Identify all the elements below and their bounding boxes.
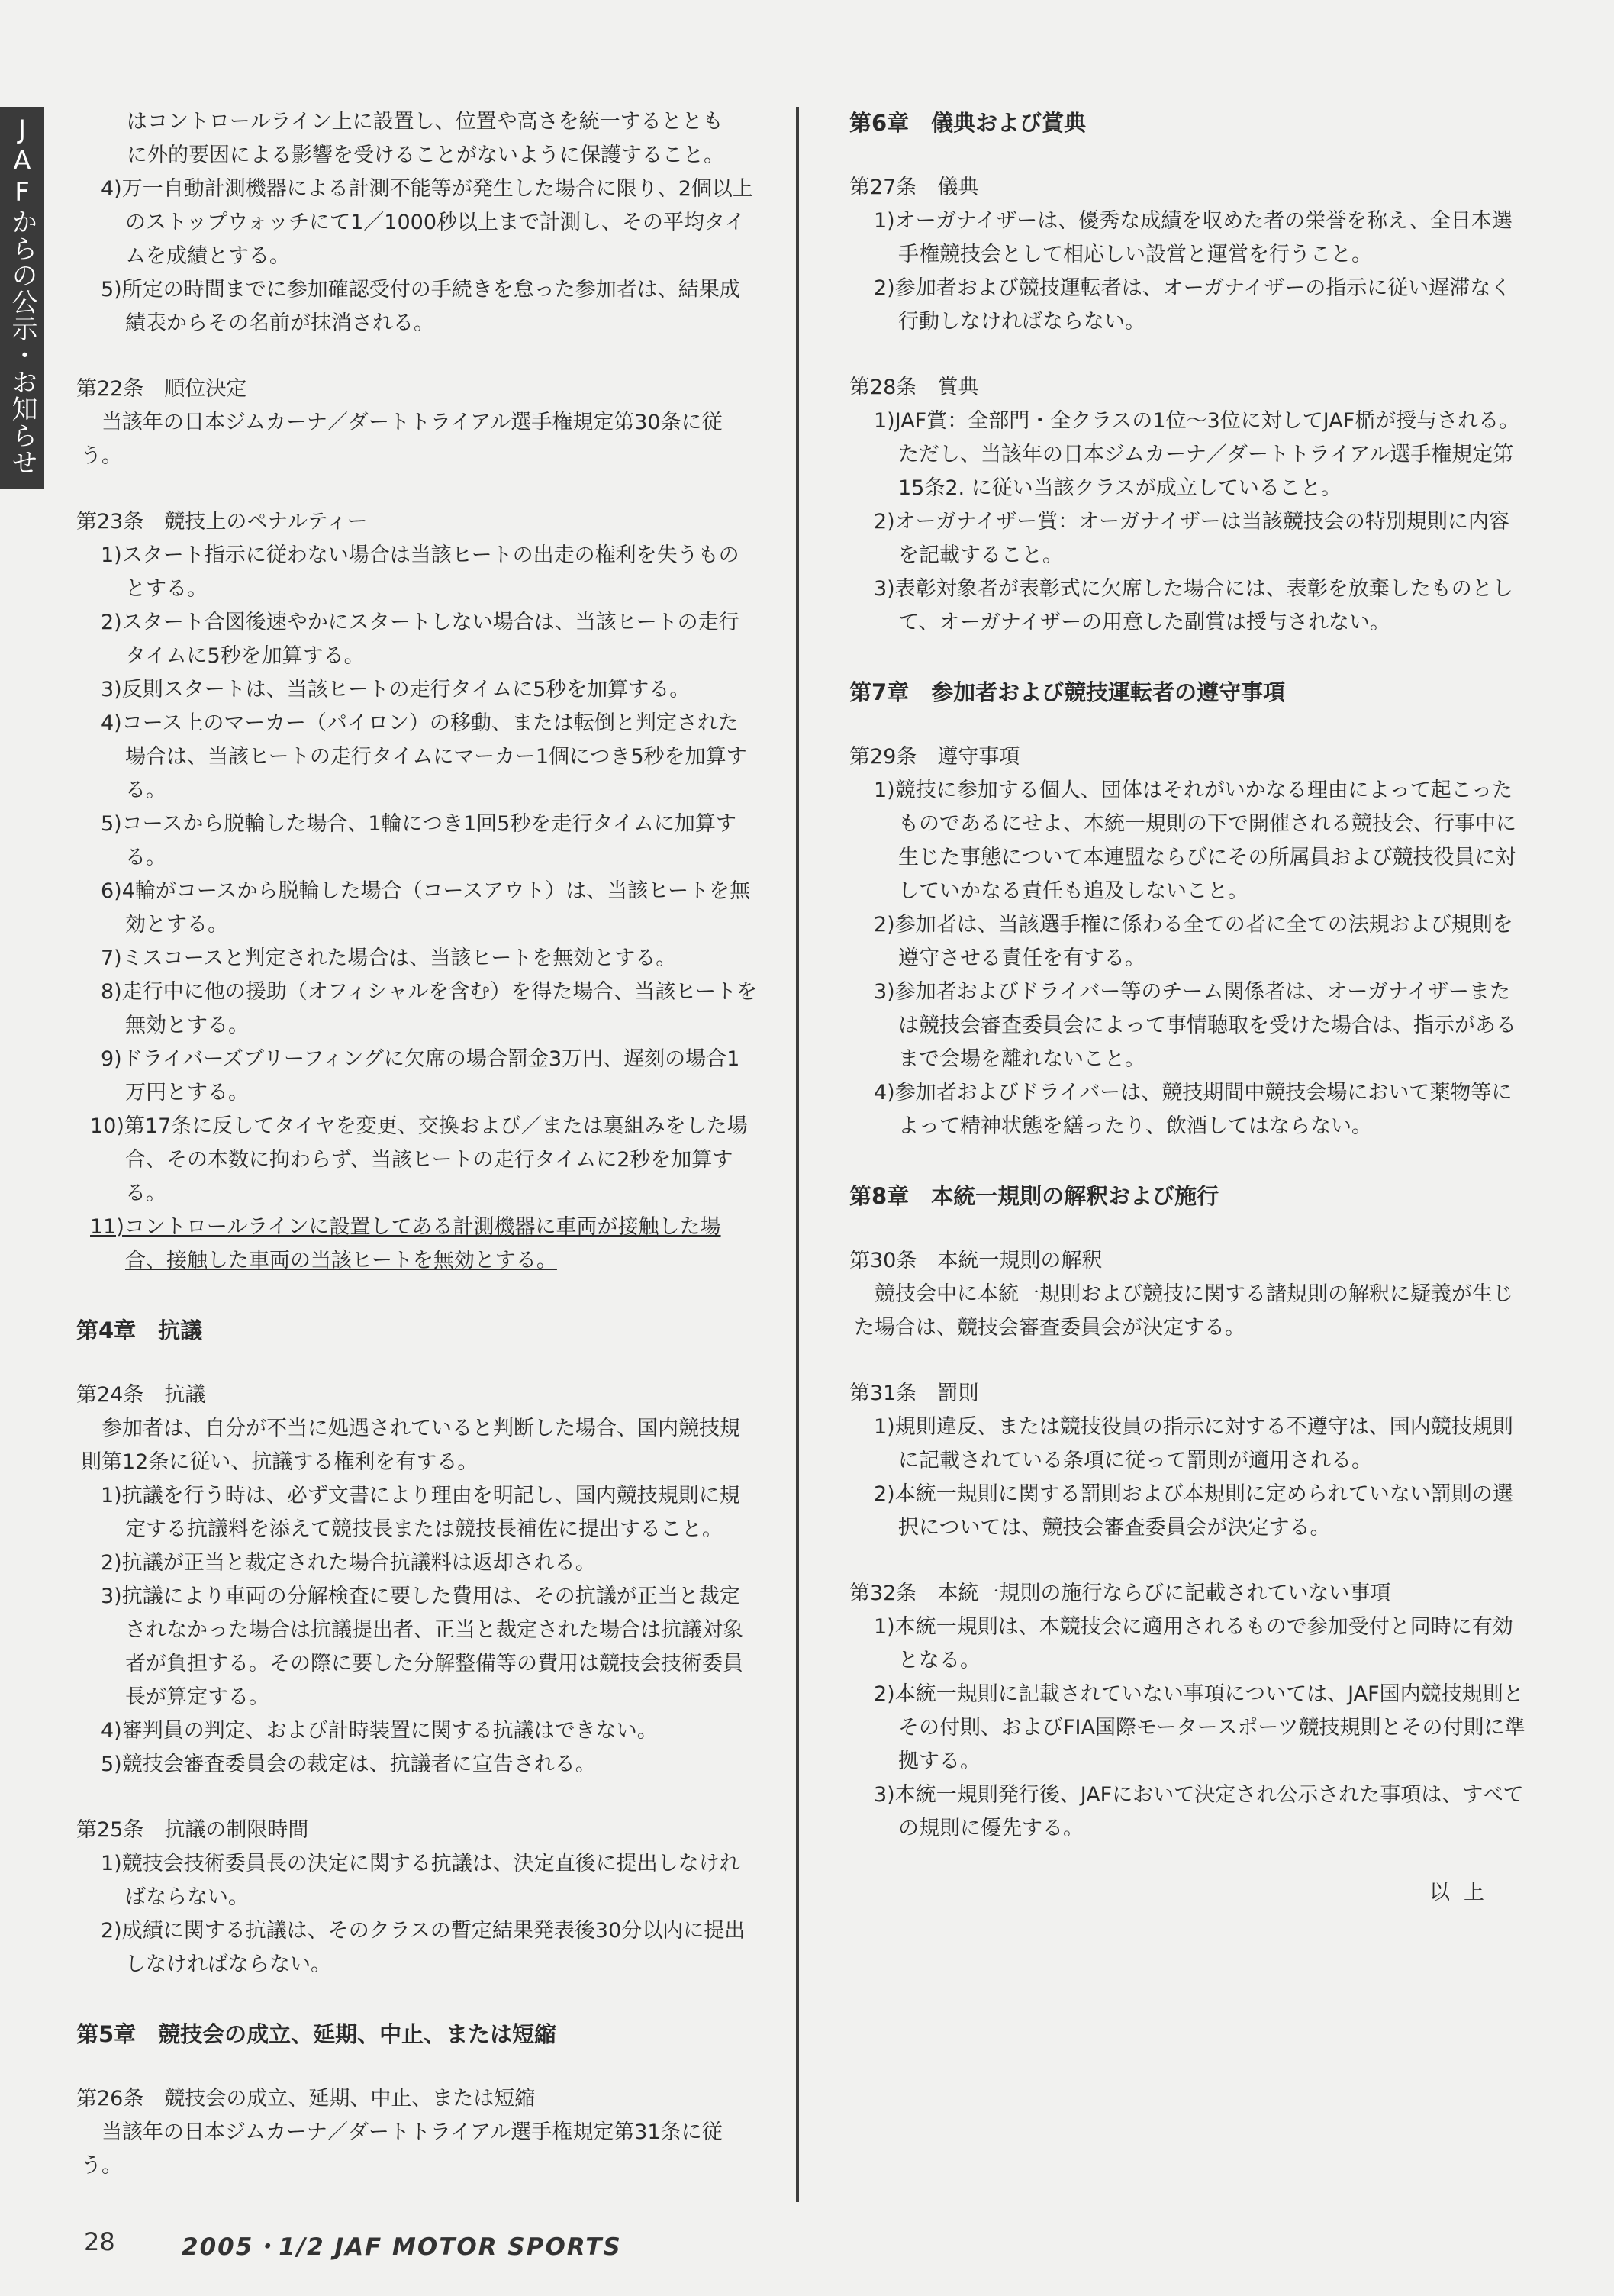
closing-mark: 以上 <box>1429 1881 1498 1904</box>
list-item: 1)オーガナイザーは、優秀な成績を収めた者の栄誉を称え、全日本選手権競技会として相応しい設営と運営を行うこと。 <box>874 209 1513 266</box>
list-item: 1)規則違反、または競技役員の指示に対する不遵守は、国内競技規則に記載されている条項に従って罰則が適用される。 <box>874 1415 1513 1472</box>
chapter-heading: 第6章 儀典および賞典 <box>849 110 1087 136</box>
list-item: 2)成績に関する抗議は、そのクラスの暫定結果発表後30分以内に提出しなければならない。 <box>101 1919 746 1976</box>
list-item: 2)参加者は、当該選手権に係わる全ての者に全ての法規および規則を遵守させる責任を有する。 <box>874 913 1513 970</box>
list-item: 1)JAF賞：全部門・全クラスの1位〜3位に対してJAF楯が授与される。ただし、当該年の日本ジムカーナ／ダートトライアル選手権規定第15条2. に従い当該クラスが成立していること。 <box>874 409 1520 500</box>
list-item: 2)オーガナイザー賞：オーガナイザーは当該競技会の特別規則に内容を記載すること。 <box>874 510 1509 567</box>
intro-line: に外的要因による影響を受けることがないように保護すること。 <box>127 144 724 167</box>
list-item: 3)抗議により車両の分解検査に要した費用は、その抗議が正当と裁定されなかった場合は抗議提出者、正当と裁定された場合は抗議対象者が負担する。その際に要した分解整備等の費用は競技会技術委員長が算定する。 <box>101 1585 743 1709</box>
list-item: 3)参加者およびドライバー等のチーム関係者は、オーガナイザーまたは競技会審査委員会によって事情聴取を受けた場合は、指示があるまで会場を離れないこと。 <box>874 980 1516 1071</box>
list-item: 3)本統一規則発行後、JAFにおいて決定され公示された事項は、すべての規則に優先する。 <box>874 1783 1524 1840</box>
list-item: 1)抗議を行う時は、必ず文書により理由を明記し、国内競技規則に規定する抗議料を添えて競技長または競技長補佐に提出すること。 <box>101 1484 740 1541</box>
list-item: 4)参加者およびドライバーは、競技期間中競技会場において薬物等によって精神状態を繕ったり、飲酒してはならない。 <box>874 1081 1513 1138</box>
article-body: 当該年の日本ジムカーナ／ダートトライアル選手権規定第31条に従う。 <box>81 2120 723 2178</box>
article-title: 第27条 儀典 <box>849 176 979 199</box>
intro-line: はコントロールライン上に設置し、位置や高さを統一するととも <box>127 110 723 134</box>
list-item: 8)走行中に他の援助（オフィシャルを含む）を得た場合、当該ヒートを無効とする。 <box>101 980 758 1037</box>
list-item: 10)第17条に反してタイヤを変更、交換および／または裏組みをした場合、その本数に拘わらず、当該ヒートの走行タイムに2秒を加算する。 <box>90 1114 748 1205</box>
publication-title: 2005・1/2 JAF MOTOR SPORTS <box>182 2233 622 2261</box>
list-item: 5)コースから脱輪した場合、1輪につき1回5秒を走行タイムに加算する。 <box>101 812 736 869</box>
right-column <box>849 105 1529 1910</box>
list-item: 5)競技会審査委員会の裁定は、抗議者に宣告される。 <box>101 1753 596 1776</box>
page-number: 28 <box>84 2227 115 2256</box>
article-body: 参加者は、自分が不当に処遇されていると判断した場合、国内競技規則第12条に従い、抗議する権利を有する。 <box>81 1417 740 1474</box>
article-title: 第32条 本統一規則の施行ならびに記載されていない事項 <box>849 1582 1391 1605</box>
article-body: 競技会中に本統一規則および競技に関する諸規則の解釈に疑義が生じた場合は、競技会審査委員会が決定する。 <box>854 1282 1513 1340</box>
list-item: 1)本統一規則は、本競技会に適用されるもので参加受付と同時に有効となる。 <box>874 1615 1513 1672</box>
list-item: 2)本統一規則に関する罰則および本規則に定められていない罰則の選択については、競技会審査委員会が決定する。 <box>874 1482 1513 1540</box>
list-item: 1)競技に参加する個人、団体はそれがいかなる理由によって起こったものであるにせよ、本統一規則の下で開催される競技会、行事中に生じた事態について本連盟ならびにその所属員および競技役員に対していかなる責任も追及しないこと。 <box>874 779 1516 903</box>
list-item: 2)参加者および競技運転者は、オーガナイザーの指示に従い遅滞なく行動しなければならない。 <box>874 276 1512 334</box>
list-item: 6)4輪がコースから脱輪した場合（コースアウト）は、当該ヒートを無効とする。 <box>101 879 751 937</box>
article-title: 第26条 競技会の成立、延期、中止、または短縮 <box>76 2087 536 2111</box>
list-item: 9)ドライバーズブリーフィングに欠席の場合罰金3万円、遅刻の場合1万円とする。 <box>101 1047 740 1104</box>
article-title: 第24条 抗議 <box>76 1383 206 1407</box>
column-divider <box>796 107 799 2202</box>
list-item: 4)コース上のマーカー（パイロン）の移動、または転倒と判定された場合は、当該ヒートの走行タイムにマーカー1個につき5秒を加算する。 <box>101 711 747 802</box>
chapter-heading: 第7章 参加者および競技運転者の遵守事項 <box>849 679 1286 705</box>
article-title: 第31条 罰則 <box>849 1382 979 1405</box>
list-item-amended: 11)コントロールラインに設置してある計測機器に車両が接触した場合、接触した車両の当該ヒートを無効とする。 <box>90 1215 721 1272</box>
article-title: 第28条 賞典 <box>849 376 979 399</box>
list-item: 3)表彰対象者が表彰式に欠席した場合には、表彰を放棄したものとして、オーガナイザーの用意した副賞は授与されない。 <box>874 577 1513 634</box>
article-title: 第23条 競技上のペナルティー <box>76 510 368 534</box>
list-item: 5)所定の時間までに参加確認受付の手続きを怠った参加者は、結果成績表からその名前が抹消される。 <box>101 278 740 335</box>
side-tab-label: JAFからの公示・お知らせ <box>7 114 37 476</box>
list-item: 3)反則スタートは、当該ヒートの走行タイムに5秒を加算する。 <box>101 678 691 701</box>
list-item: 4)審判員の判定、および計時装置に関する抗議はできない。 <box>101 1719 658 1743</box>
article-body: 当該年の日本ジムカーナ／ダートトライアル選手権規定第30条に従う。 <box>81 411 723 468</box>
list-item: 1)競技会技術委員長の決定に関する抗議は、決定直後に提出しなければならない。 <box>101 1852 740 1909</box>
chapter-heading: 第8章 本統一規則の解釈および施行 <box>849 1183 1219 1209</box>
list-item: 4)万一自動計測機器による計測不能等が発生した場合に限り、2個以上のストップウォッチにて1／1000秒以上まで計測し、その平均タイムを成績とする。 <box>101 177 753 268</box>
list-item: 1)スタート指示に従わない場合は当該ヒートの出走の権利を失うものとする。 <box>101 543 739 601</box>
list-item: 2)スタート合図後速やかにスタートしない場合は、当該ヒートの走行タイムに5秒を加算する。 <box>101 611 739 668</box>
list-item: 2)本統一規則に記載されていない事項については、JAF国内競技規則とその付則、およびFIA国際モータースポーツ競技規則とその付則に準拠する。 <box>874 1682 1525 1773</box>
article-title: 第30条 本統一規則の解釈 <box>849 1249 1103 1272</box>
left-column <box>76 105 758 2183</box>
chapter-heading: 第4章 抗議 <box>76 1317 203 1343</box>
list-item: 2)抗議が正当と裁定された場合抗議料は返却される。 <box>101 1551 596 1575</box>
chapter-heading: 第5章 競技会の成立、延期、中止、または短縮 <box>76 2021 557 2047</box>
article-title: 第29条 遵守事項 <box>849 745 1020 769</box>
list-item: 7)ミスコースと判定された場合は、当該ヒートを無効とする。 <box>101 946 677 970</box>
article-title: 第22条 順位決定 <box>76 377 247 401</box>
article-title: 第25条 抗議の制限時間 <box>76 1818 309 1842</box>
